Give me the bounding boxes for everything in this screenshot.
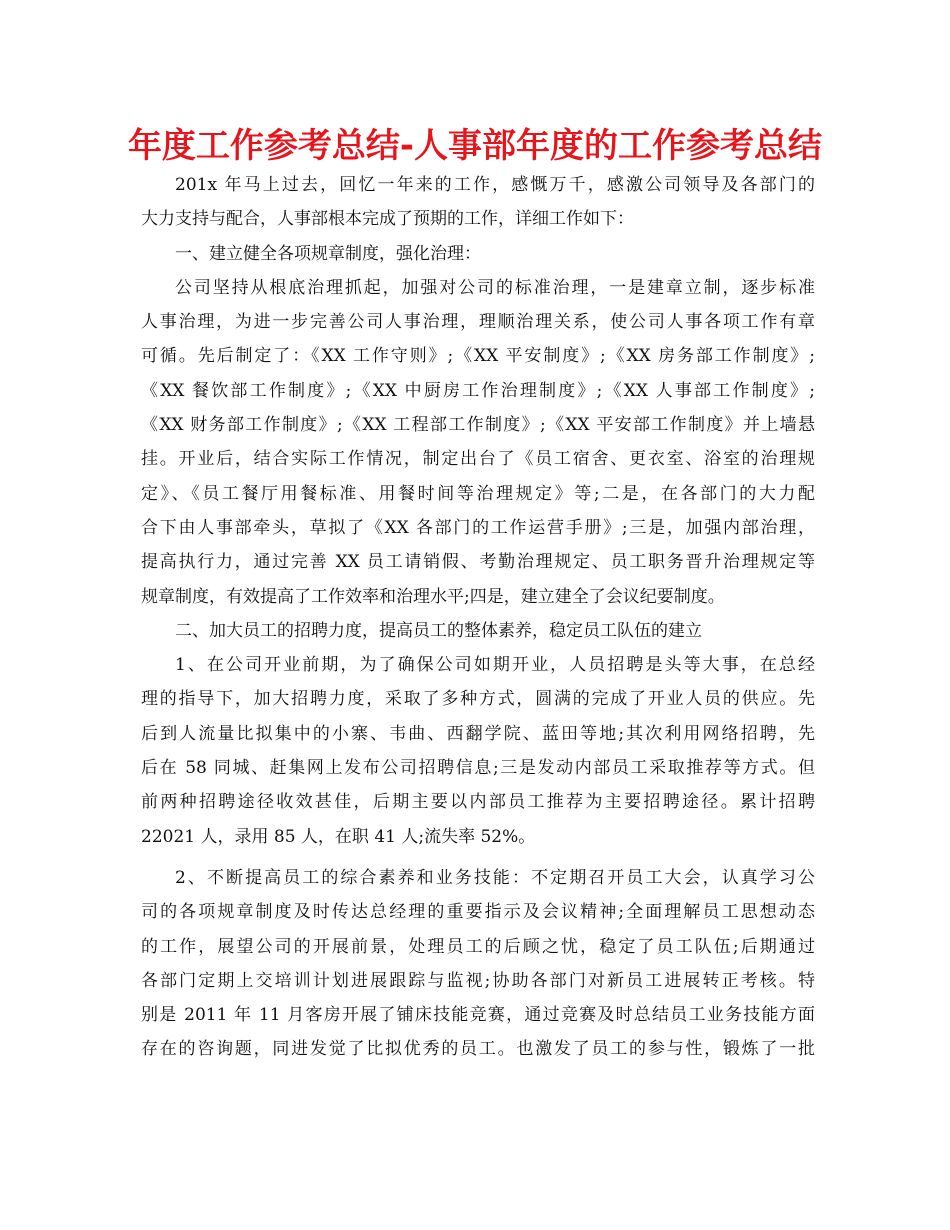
text-line: 理的指导下，加大招聘力度，采取了多种方式，圆满的完成了开业人员的供应。先: [141, 689, 815, 710]
text-line: 前两种招聘途径收效甚佳，后期主要以内部员工推荐为主要招聘途径。累计招聘: [141, 792, 815, 813]
document-body: [141, 168, 815, 1067]
text-line: 一、建立健全各项规章制度，强化治理：: [175, 243, 481, 264]
text-line: 人事治理，为进一步完善公司人事治理，理顺治理关系，使公司人事各项工作有章: [141, 312, 815, 333]
text-line: 2、不断提高员工的综合素养和业务技能：不定期召开员工大会，认真学习公: [175, 867, 815, 888]
text-line: 各部门定期上交培训计划进展跟踪与监视;协助各部门对新员工进展转正考核。特: [141, 970, 815, 991]
document-title: 年度工作参考总结-人事部年度的工作参考总结: [127, 126, 823, 166]
text-line: 合下由人事部牵头，草拟了《XX 各部门的工作运营手册》;三是，加强内部治理，: [141, 517, 815, 538]
text-line: 1、在公司开业前期，为了确保公司如期开业，人员招聘是头等大事，在总经: [175, 655, 815, 676]
text-line: 可循。先后制定了：《XX 工作守则》;《XX 平安制度》;《XX 房务部工作制度》;: [141, 346, 815, 367]
text-line: 201x 年马上过去，回忆一年来的工作，感慨万千，感激公司领导及各部门的: [175, 175, 815, 195]
text-line: 后在 58 同城、赶集网上发布公司招聘信息;三是发动内部员工采取推荐等方式。但: [141, 758, 815, 779]
text-line: 大力支持与配合，人事部根本完成了预期的工作，详细工作如下：: [141, 209, 634, 230]
text-line: 规章制度，有效提高了工作效率和治理水平;四是，建立建全了会议纪要制度。: [141, 586, 725, 607]
text-line: 《XX 餐饮部工作制度》;《XX 中厨房工作治理制度》;《XX 人事部工作制度》;: [141, 380, 815, 401]
text-line: 别是 2011 年 11 月客房开展了铺床技能竞赛，通过竞赛及时总结员工业务技能方面: [141, 1005, 815, 1026]
text-line: 提高执行力，通过完善 XX 员工请销假、考勤治理规定、员工职务晋升治理规定等: [141, 552, 815, 573]
text-line: 《XX 财务部工作制度》;《XX 工程部工作制度》;《XX 平安部工作制度》并上墙悬: [141, 415, 815, 436]
text-line: 挂。开业后，结合实际工作情况，制定出台了《员工宿舍、更衣室、浴室的治理规: [141, 449, 815, 470]
text-line: 定》、《员工餐厅用餐标准、用餐时间等治理规定》等;二是，在各部门的大力配: [141, 483, 815, 504]
text-line: 后到人流量比拟集中的小寨、韦曲、西翻学院、蓝田等地;其次利用网络招聘，先: [141, 723, 815, 744]
text-line: 22021 人，录用 85 人，在职 41 人;流失率 52%。: [141, 826, 536, 847]
text-line: 公司坚持从根底治理抓起，加强对公司的标准治理，一是建章立制，逐步标准: [175, 277, 815, 298]
text-line: 二、加大员工的招聘力度，提高员工的整体素养，稳定员工队伍的建立: [175, 620, 702, 641]
text-line: 司的各项规章制度及时传达总经理的重要指示及会议精神;全面理解员工思想动态: [141, 902, 815, 923]
text-line: 存在的咨询题，同进发觉了比拟优秀的员工。也激发了员工的参与性，锻炼了一批: [141, 1039, 815, 1060]
text-line: 的工作，展望公司的开展前景，处理员工的后顾之忧，稳定了员工队伍;后期通过: [141, 936, 815, 957]
